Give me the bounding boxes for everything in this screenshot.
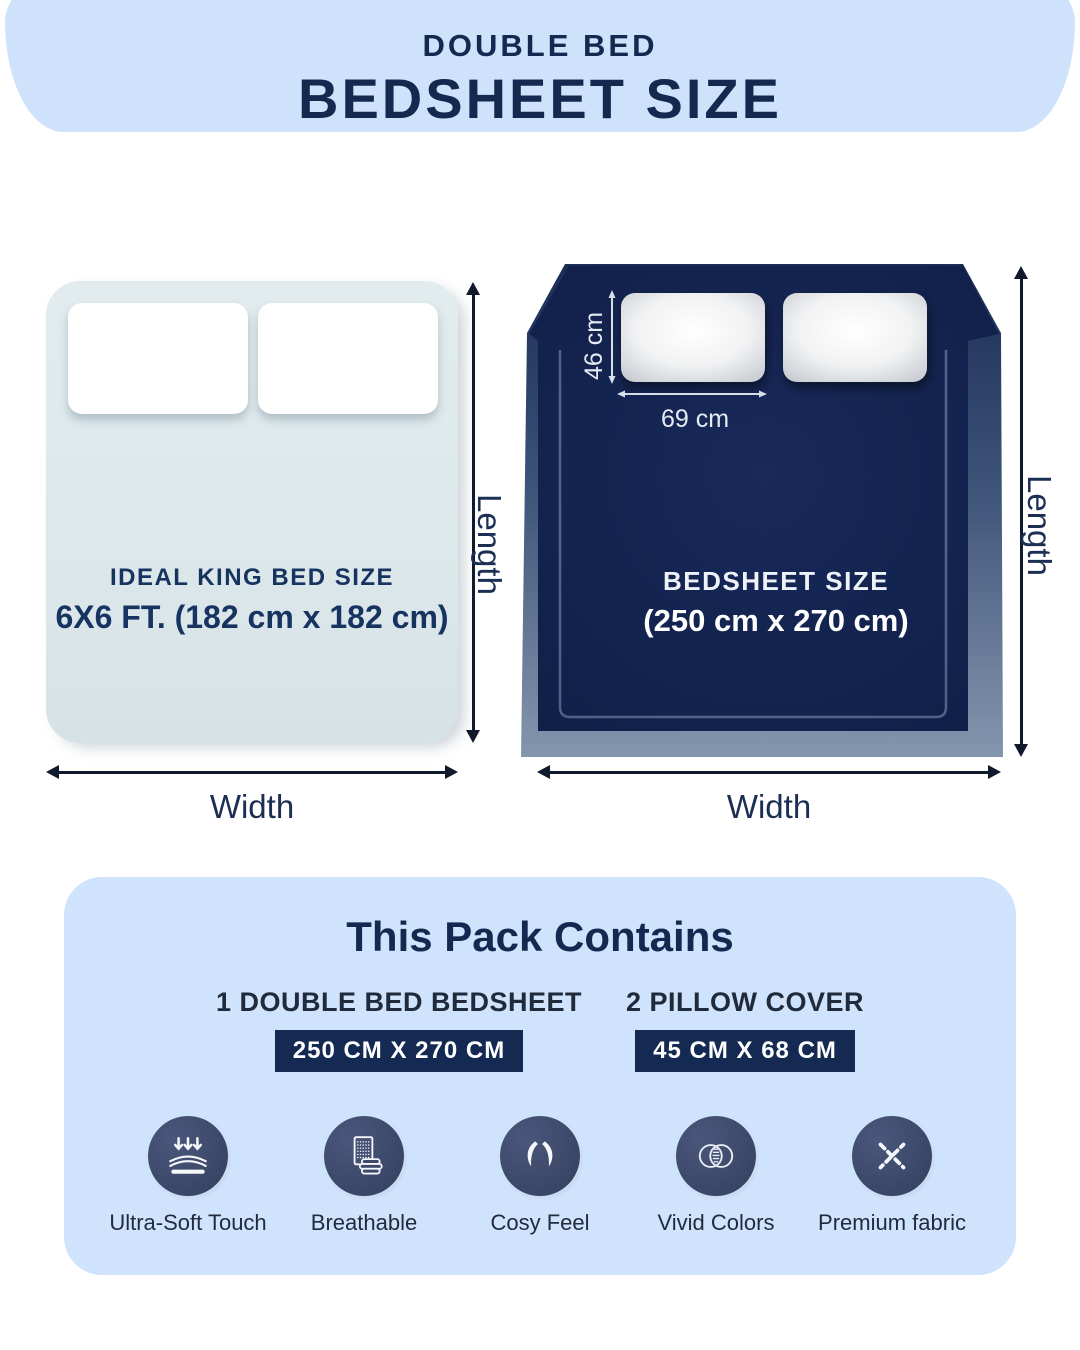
bed-caption [46,564,458,636]
sheet-caption [546,566,1006,639]
sheet-width-label: Width [726,788,812,825]
vivid-colors-icon [676,1116,756,1196]
premium-fabric-icon [852,1116,932,1196]
pack-item-size-badge: 250 CM X 270 CM [275,1030,523,1072]
feature-label: Vivid Colors [657,1210,775,1235]
pillow-width-value: 69 cm [660,405,730,433]
pack-item-pillow-cover [626,987,864,1072]
feature-premium-fabric [804,1116,980,1236]
feature-breathable [276,1116,452,1236]
feature-label: Ultra-Soft Touch [109,1210,267,1235]
breathable-icon [324,1116,404,1196]
pack-item-bedsheet [216,987,582,1072]
bed-caption-title: IDEAL KING BED SIZE [109,564,395,591]
bed-pillow-left [68,303,248,414]
feature-label: Breathable [310,1210,418,1235]
pack-item-label: 1 DOUBLE BED BEDSHEET [215,987,583,1017]
feature-label: Cosy Feel [490,1210,590,1235]
feature-ultra-soft-touch [100,1116,276,1236]
pack-contains-panel [64,877,1016,1275]
pack-title: This Pack Contains [346,913,734,960]
bed-pillow-right [258,303,438,414]
sheet-caption-value: (250 cm x 270 cm) [643,603,909,638]
sheet-pillow-right [783,293,927,382]
bed-length-label: Length [471,493,508,595]
sheet-caption-title: BEDSHEET SIZE [662,566,890,596]
pack-item-label: 2 PILLOW COVER [626,987,865,1017]
pack-item-size-badge: 45 CM X 68 CM [635,1030,855,1072]
feather-icon [500,1116,580,1196]
header-eyebrow: DOUBLE BED [422,28,658,63]
feature-label: Premium fabric [818,1210,966,1235]
bed-width-label: Width [209,788,295,825]
bed-width-arrow [58,771,446,774]
sheet-pillow-left [621,293,765,382]
sheet-length-label: Length [1021,474,1058,576]
soft-touch-icon [148,1116,228,1196]
pack-items [64,987,1016,1072]
king-bed-diagram [46,281,458,743]
feature-vivid-colors [628,1116,804,1236]
header-band [5,0,1075,132]
pillow-height-value: 46 cm [580,311,608,381]
bed-caption-value: 6X6 FT. (182 cm x 182 cm) [55,599,449,635]
page-title: BEDSHEET SIZE [298,67,782,130]
feature-cosy-feel [452,1116,628,1236]
sheet-width-arrow [549,771,989,774]
feature-list [64,1116,1016,1236]
